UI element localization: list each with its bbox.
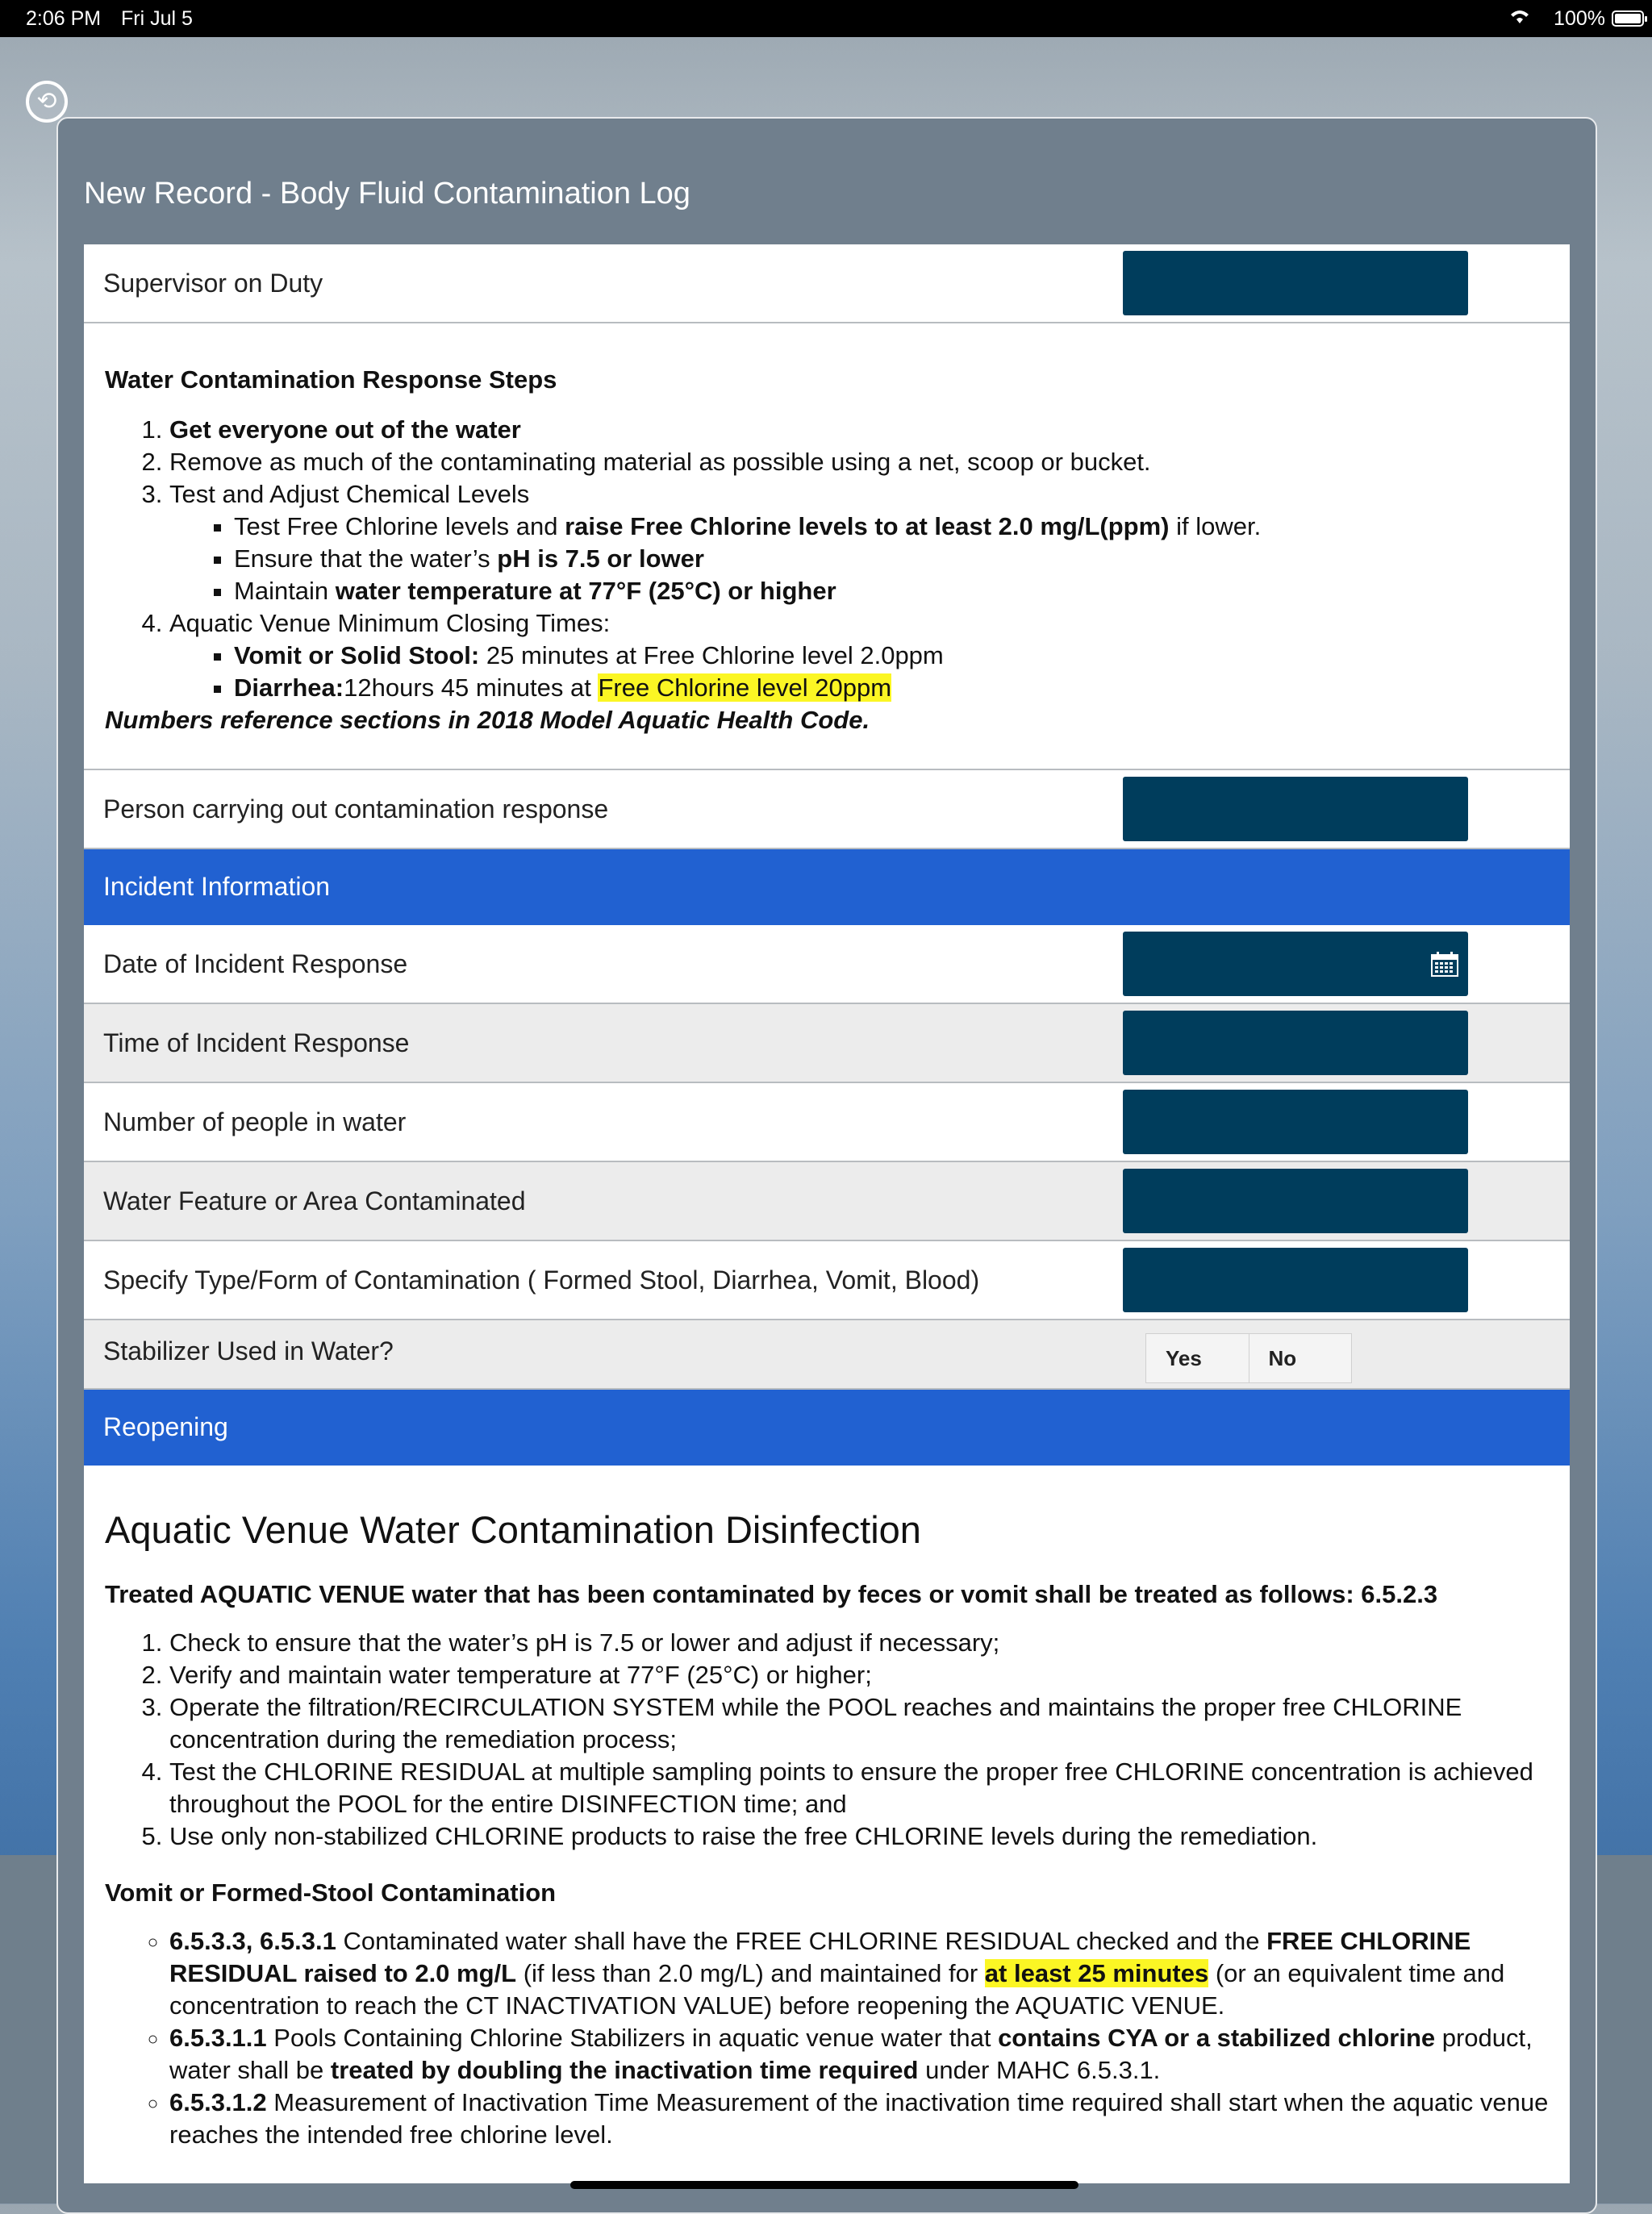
battery-icon bbox=[1612, 10, 1644, 27]
step-4b: ▪ Diarrhea:12hours 45 minutes at Free Chlorine level 20ppm bbox=[234, 672, 1549, 704]
stabilizer-label: Stabilizer Used in Water? bbox=[103, 1336, 394, 1366]
row-time bbox=[84, 1004, 1570, 1083]
steps-title: Water Contamination Response Steps bbox=[105, 365, 557, 394]
incident-section-label: Incident Information bbox=[103, 872, 331, 901]
contamination-type-input[interactable] bbox=[1123, 1248, 1468, 1312]
disinfection-item: 2. Verify and maintain water temperature at 77°F (25°C) or higher; bbox=[169, 1659, 1549, 1691]
calendar-icon[interactable] bbox=[1431, 951, 1458, 977]
battery-percent: 100% bbox=[1554, 7, 1605, 30]
person-label: Person carrying out contamination response bbox=[103, 794, 609, 823]
response-steps bbox=[84, 323, 1570, 770]
row-contamination-type bbox=[84, 1241, 1570, 1320]
step-1: 1. Get everyone out of the water bbox=[169, 414, 1549, 446]
disinfection-item: 3. Operate the filtration/RECIRCULATION SYSTEM while the POOL reaches and maintains the proper free CHLORINE concentration during the remediation process; bbox=[169, 1691, 1549, 1756]
record-form bbox=[84, 244, 1570, 2183]
reopening-section-label: Reopening bbox=[103, 1412, 228, 1441]
highlight: at least 25 minutes bbox=[984, 1959, 1209, 1987]
feature-input[interactable] bbox=[1123, 1169, 1468, 1233]
back-button[interactable] bbox=[26, 81, 68, 123]
row-stabilizer bbox=[84, 1320, 1570, 1390]
step-3a: ▪ Test Free Chlorine levels and raise Free Chlorine levels to at least 2.0 mg/L(ppm) if lower. bbox=[234, 511, 1549, 543]
highlight: Free Chlorine level 20ppm bbox=[598, 673, 892, 702]
person-input[interactable] bbox=[1123, 777, 1468, 841]
supervisor-label: Supervisor on Duty bbox=[103, 269, 323, 298]
step-4a: ▪ Vomit or Solid Stool: 25 minutes at Free Chlorine level 2.0ppm bbox=[234, 640, 1549, 672]
disinfection-item: 4. Test the CHLORINE RESIDUAL at multiple sampling points to ensure the proper free CHLORINE concentration is achieved throughout the POOL for the entire DISINFECTION time; and bbox=[169, 1756, 1549, 1820]
supervisor-input[interactable] bbox=[1123, 251, 1468, 315]
row-num-people bbox=[84, 1083, 1570, 1162]
disinfection-subtitle: Treated AQUATIC VENUE water that has been contaminated by feces or vomit shall be treated as follows: 6.5.2.3 bbox=[105, 1580, 1438, 1608]
status-date: Fri Jul 5 bbox=[121, 7, 193, 30]
modal-title: New Record - Body Fluid Contamination Log bbox=[84, 177, 690, 211]
num-people-label: Number of people in water bbox=[103, 1107, 407, 1136]
step-3b: ▪ Ensure that the water’s pH is 7.5 or lower bbox=[234, 543, 1549, 575]
home-indicator bbox=[570, 2181, 1078, 2189]
section-reopening bbox=[84, 1390, 1570, 1466]
steps-list bbox=[105, 414, 1549, 704]
row-supervisor bbox=[84, 244, 1570, 323]
disinfection-item: 5. Use only non-stabilized CHLORINE products to raise the free CHLORINE levels during the remediation. bbox=[169, 1820, 1549, 1853]
vomit-item-3: ◦ 6.5.3.1.2 Measurement of Inactivation Time Measurement of the inactivation time required shall start when the aquatic venue reaches the intended free chlorine level. bbox=[169, 2087, 1549, 2151]
status-time: 2:06 PM bbox=[26, 7, 102, 30]
undo-icon: ⟲ bbox=[36, 88, 57, 115]
num-people-input[interactable] bbox=[1123, 1090, 1468, 1154]
date-input[interactable] bbox=[1123, 932, 1468, 996]
contamination-type-label: Specify Type/Form of Contamination ( Formed Stool, Diarrhea, Vomit, Blood) bbox=[103, 1265, 980, 1295]
yes-button[interactable]: Yes bbox=[1146, 1334, 1249, 1382]
date-label: Date of Incident Response bbox=[103, 949, 408, 978]
step-3c: ▪ Maintain water temperature at 77°F (25°C) or higher bbox=[234, 575, 1549, 607]
disinfection-item: 1. Check to ensure that the water’s pH is 7.5 or lower and adjust if necessary; bbox=[169, 1627, 1549, 1659]
vomit-item-2: ◦ 6.5.3.1.1 Pools Containing Chlorine Stabilizers in aquatic venue water that contains CYA or a stabilized chlorine product, water shall be treated by doubling the inactivation time required under MAHC 6.5.3.1. bbox=[169, 2022, 1549, 2087]
step-4: 4. Aquatic Venue Minimum Closing Times: ▪ Vomit or Solid Stool: 25 minutes at Free Chlorine level 2.0ppm ▪ Diarrhea:12hours 45 minutes at Free Chlorine level 20ppm bbox=[169, 607, 1549, 704]
section-incident-information bbox=[84, 849, 1570, 925]
vomit-item-1: ◦ 6.5.3.3, 6.5.3.1 Contaminated water shall have the FREE CHLORINE RESIDUAL checked and the FREE CHLORINE RESIDUAL raised to 2.0 mg/L (if less than 2.0 mg/L) and maintained for at least 25 minutes (or an equivalent time and concentration to reach the CT INACTIVATION VALUE) before reopening the AQUATIC VENUE. bbox=[169, 1925, 1549, 2022]
step-2: 2. Remove as much of the contaminating material as possible using a net, scoop or bucket. bbox=[169, 446, 1549, 478]
disinfection-title: Aquatic Venue Water Contamination Disinfection bbox=[105, 1508, 921, 1551]
time-label: Time of Incident Response bbox=[103, 1028, 410, 1057]
vomit-stool-list bbox=[105, 1925, 1549, 2151]
row-date bbox=[84, 925, 1570, 1004]
record-modal bbox=[56, 117, 1597, 2214]
disinfection-content bbox=[84, 1466, 1570, 2183]
time-input[interactable] bbox=[1123, 1011, 1468, 1075]
row-feature bbox=[84, 1162, 1570, 1241]
disinfection-list bbox=[105, 1627, 1549, 1853]
status-bar bbox=[0, 0, 1652, 37]
vomit-stool-title: Vomit or Formed-Stool Contamination bbox=[105, 1878, 557, 1907]
feature-label: Water Feature or Area Contaminated bbox=[103, 1186, 526, 1215]
step-3: 3. Test and Adjust Chemical Levels ▪ Test Free Chlorine levels and raise Free Chlorine levels to at least 2.0 mg/L(ppm) if lower. ▪ Ensure that the water’s pH is 7.5 or lower ▪ Maintain water temperature at 77°F (25°C) or higher bbox=[169, 478, 1549, 607]
stabilizer-toggle bbox=[1145, 1333, 1352, 1383]
no-button[interactable]: No bbox=[1268, 1346, 1297, 1370]
row-person bbox=[84, 770, 1570, 849]
wifi-icon bbox=[1508, 7, 1531, 31]
reference-note: Numbers reference sections in 2018 Model Aquatic Health Code. bbox=[105, 706, 870, 734]
